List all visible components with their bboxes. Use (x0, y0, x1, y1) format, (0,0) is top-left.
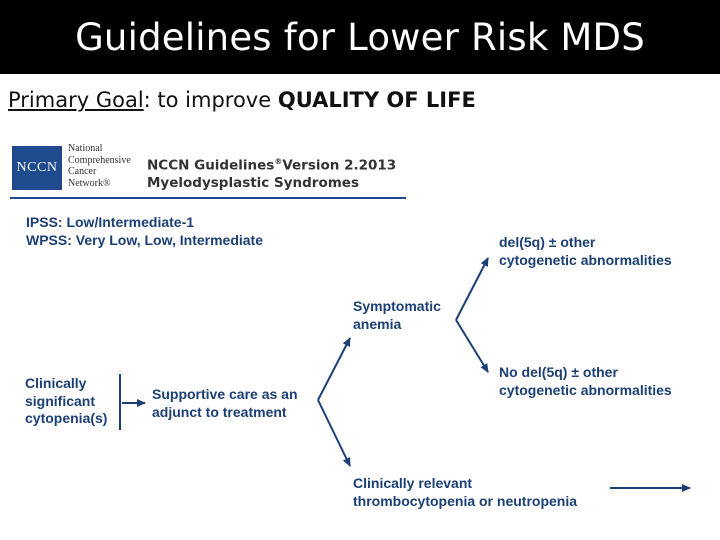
no-del5q-node: No del(5q) ± other cytogenetic abnormalities (499, 364, 672, 398)
nccn-org-name: National Comprehensive Cancer Network® (68, 143, 131, 189)
primary-goal (8, 88, 476, 112)
slide-title: Guidelines for Lower Risk MDS (75, 15, 645, 59)
arrow-to-anemia (318, 338, 350, 400)
nccn-logo-text: NCCN (16, 160, 58, 175)
thrombocytopenia-node: Clinically relevant thrombocytopenia or neutropenia (353, 475, 578, 509)
goal-middle: : to improve (143, 88, 278, 112)
guideline-version: Version 2.2013 (282, 157, 397, 174)
risk-criteria: IPSS: Low/Intermediate-1 WPSS: Very Low, Low, Intermediate (26, 214, 264, 248)
del5q-node: del(5q) ± other cytogenetic abnormalities (499, 234, 672, 268)
flow-arrows (0, 138, 720, 540)
title-bar (0, 0, 720, 74)
guideline-subtitle: Myelodysplastic Syndromes (147, 174, 359, 191)
arrow-to-no-del5q (456, 320, 488, 372)
goal-emphasis: QUALITY OF LIFE (277, 88, 476, 112)
symptomatic-anemia-node: Symptomatic anemia (353, 298, 441, 332)
arrow-to-thrombo (318, 400, 350, 466)
registered-mark: ® (274, 157, 283, 166)
start-node-cytopenia: Clinically significant cytopenia(s) (25, 375, 108, 426)
nccn-figure (0, 138, 720, 540)
goal-label: Primary Goal (8, 88, 144, 112)
supportive-care-node: Supportive care as an adjunct to treatment (152, 386, 298, 420)
guideline-prefix: NCCN Guidelines (147, 157, 275, 174)
arrow-to-del5q (456, 258, 488, 320)
